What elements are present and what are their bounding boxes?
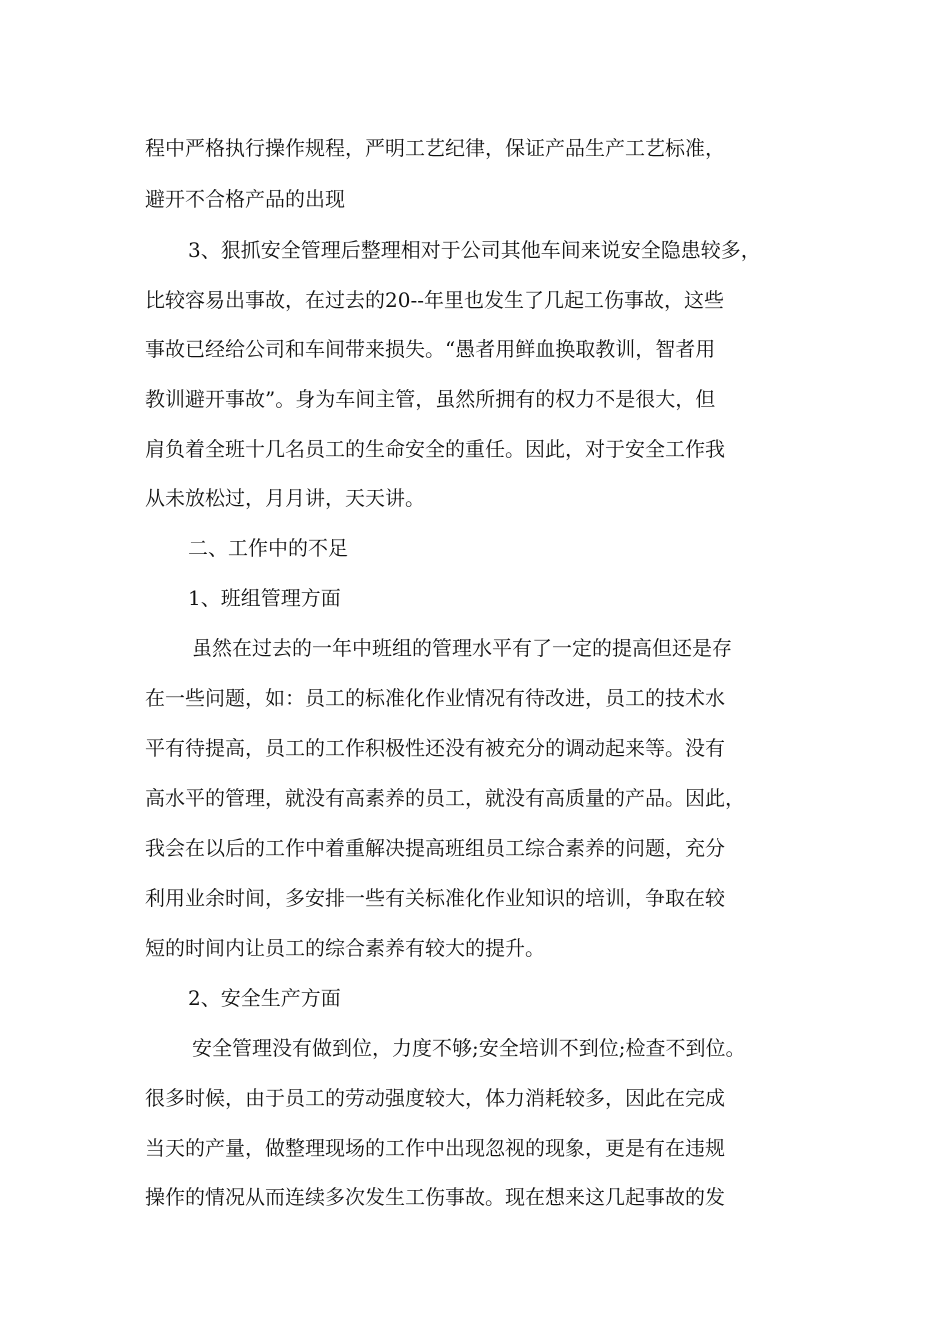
text-line: 很多时候，由于员工的劳动强度较大，体力消耗较多，因此在完成 [145,1086,725,1110]
text-line: 短的时间内让员工的综合素养有较大的提升。 [145,936,545,960]
text-line: 我会在以后的工作中着重解决提高班组员工综合素养的问题，充分 [145,836,725,860]
section-heading: 二、工作中的不足 [188,536,348,560]
text-line: 3、狠抓安全管理后整理相对于公司其他车间来说安全隐患较多， [188,238,761,262]
text-line: 教训避开事故”。身为车间主管，虽然所拥有的权力不是很大，但 [145,387,716,411]
text-line: 避开不合格产品的出现 [145,187,345,211]
text-line: 比较容易出事故，在过去的20--年里也发生了几起工伤事故，这些 [145,288,724,312]
text-line: 平有待提高，员工的工作积极性还没有被充分的调动起来等。没有 [145,736,725,760]
text-line: 在一些问题，如：员工的标准化作业情况有待改进，员工的技术水 [145,686,725,710]
text-line: 虽然在过去的一年中班组的管理水平有了一定的提高但还是存 [192,636,732,660]
text-line: 操作的情况从而连续多次发生工伤事故。现在想来这几起事故的发 [145,1185,725,1209]
text-line: 肩负着全班十几名员工的生命安全的重任。因此，对于安全工作我 [145,437,725,461]
text-line: 高水平的管理，就没有高素养的员工，就没有高质量的产品。因此， [145,786,745,810]
text-line: 程中严格执行操作规程，严明工艺纪律，保证产品生产工艺标准， [145,136,725,160]
text-line: 从未放松过，月月讲，天天讲。 [145,486,425,510]
subsection-heading: 1、班组管理方面 [188,586,341,610]
text-line: 安全管理没有做到位，力度不够;安全培训不到位;检查不到位。 [192,1036,746,1060]
text-line: 事故已经给公司和车间带来损失。“愚者用鲜血换取教训，智者用 [145,337,716,361]
text-line: 利用业余时间，多安排一些有关标准化作业知识的培训，争取在较 [145,886,725,910]
subsection-heading: 2、安全生产方面 [188,986,341,1010]
text-line: 当天的产量，做整理现场的工作中出现忽视的现象，更是有在违规 [145,1136,725,1160]
